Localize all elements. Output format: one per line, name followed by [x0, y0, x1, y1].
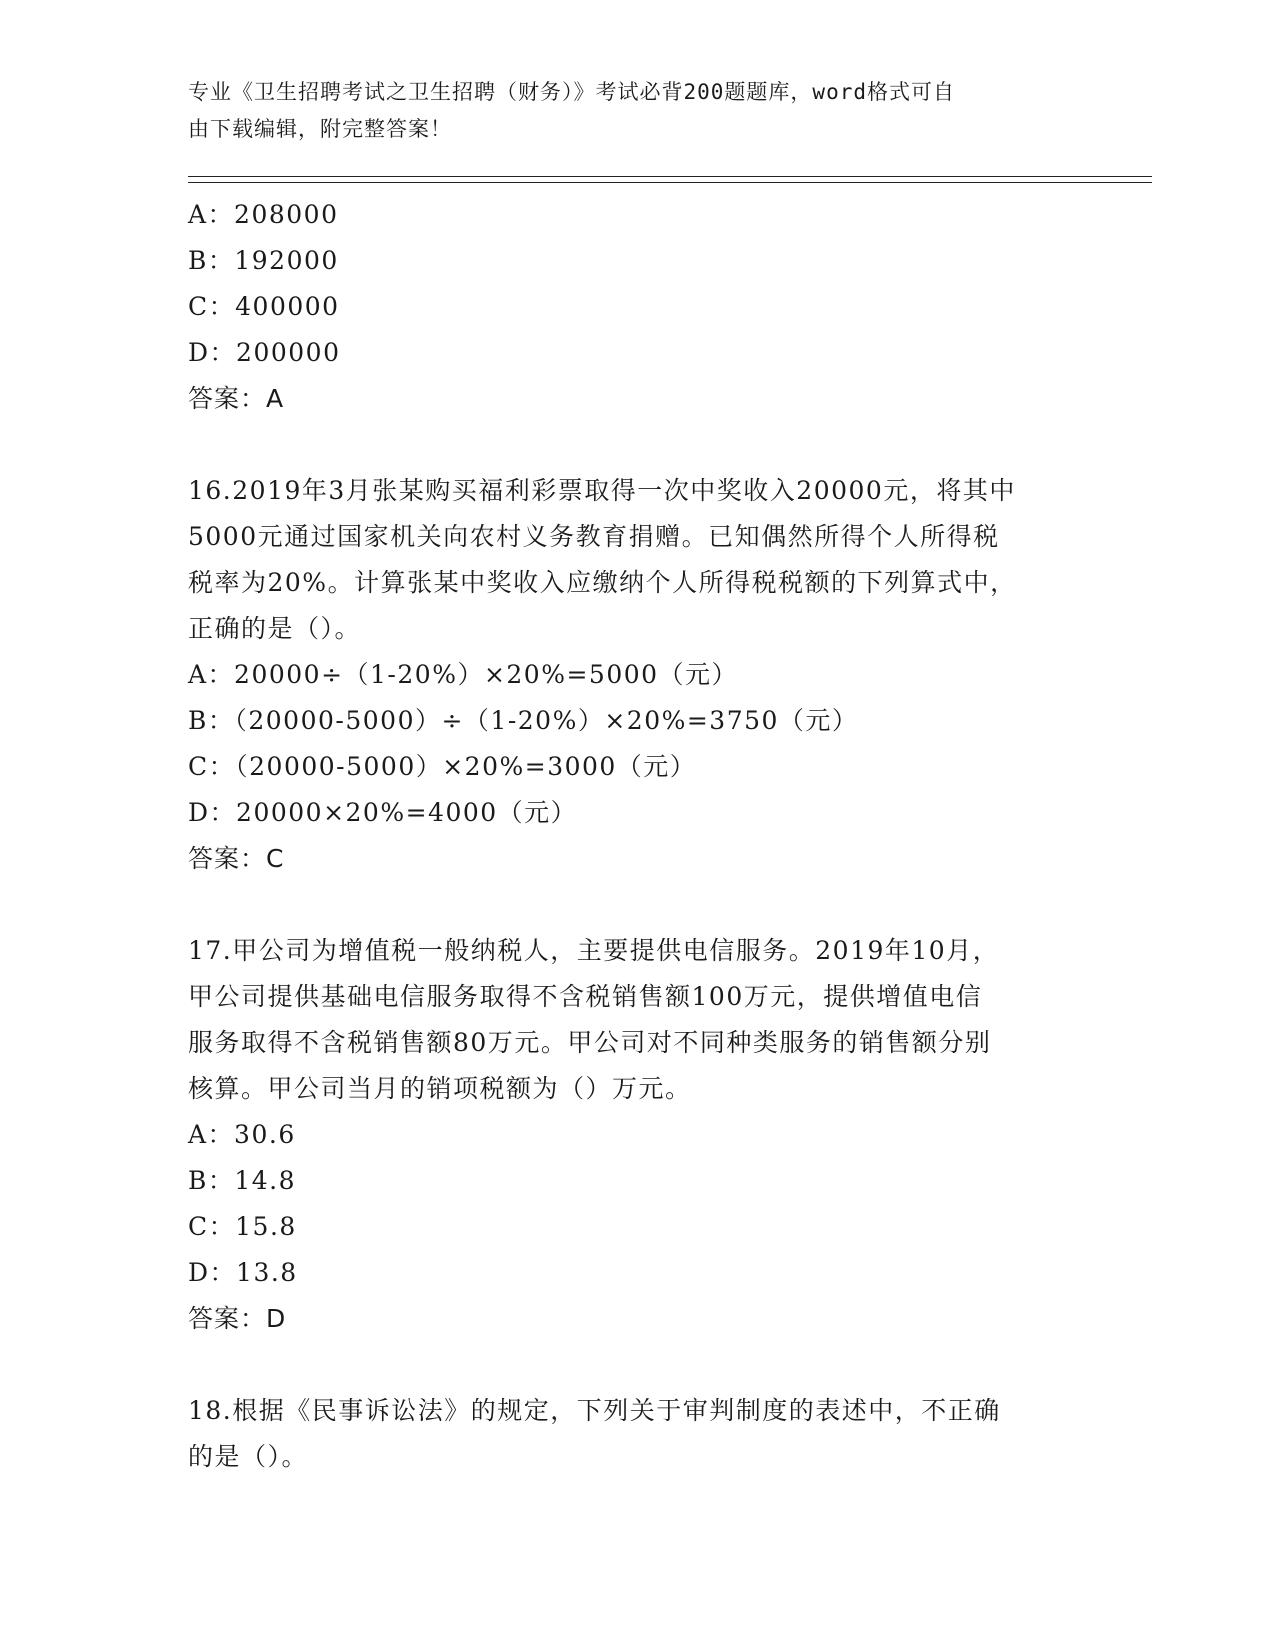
question-stem: 甲公司提供基础电信服务取得不含税销售额100万元，提供增值电信	[188, 982, 983, 1011]
header-line: 专业《卫生招聘考试之卫生招聘（财务）》考试必背200题题库，word格式可自	[188, 80, 955, 104]
answer-line: 答案：A	[188, 384, 285, 413]
answer-line: 答案：C	[188, 844, 285, 873]
answer-line: 答案：D	[188, 1304, 287, 1333]
option-b: B：（20000-5000）÷（1-20%）×20%=3750（元）	[188, 706, 859, 735]
question-stem: 的是（）。	[188, 1442, 309, 1471]
option-d: D：13.8	[188, 1258, 298, 1287]
question-18	[188, 1388, 1088, 1480]
option-a: A：20000÷（1-20%）×20%=5000（元）	[188, 660, 739, 689]
option-c: C：15.8	[188, 1212, 297, 1241]
page-header	[188, 74, 1068, 148]
header-divider	[188, 182, 1152, 183]
option-a: A：208000	[188, 200, 339, 229]
option-d: D：20000×20%=4000（元）	[188, 798, 578, 827]
option-a: A：30.6	[188, 1120, 296, 1149]
option-c: C：400000	[188, 292, 340, 321]
question-stem: 16.2019年3月张某购买福利彩票取得一次中奖收入20000元，将其中	[188, 476, 1016, 505]
option-d: D：200000	[188, 338, 341, 367]
question-17	[188, 928, 1088, 1342]
question-16	[188, 468, 1088, 882]
question-stem: 17.甲公司为增值税一般纳税人，主要提供电信服务。2019年10月，	[188, 936, 1000, 965]
question-stem: 税率为20%。计算张某中奖收入应缴纳个人所得税税额的下列算式中，	[188, 568, 1017, 597]
question-stem: 核算。甲公司当月的销项税额为（）万元。	[188, 1074, 692, 1103]
spacer	[188, 1342, 1088, 1388]
spacer	[188, 882, 1088, 928]
question-stem: 服务取得不含税销售额80万元。甲公司对不同种类服务的销售额分别	[188, 1028, 992, 1057]
question-stem: 18.根据《民事诉讼法》的规定，下列关于审判制度的表述中，不正确	[188, 1396, 1001, 1425]
header-divider	[188, 176, 1152, 177]
question-15	[188, 192, 1088, 422]
question-content	[188, 192, 1088, 1480]
option-b: B：14.8	[188, 1166, 297, 1195]
question-stem: 正确的是（）。	[188, 614, 362, 643]
option-c: C：（20000-5000）×20%=3000（元）	[188, 752, 697, 781]
option-b: B：192000	[188, 246, 339, 275]
header-line: 由下载编辑，附完整答案！	[188, 117, 452, 141]
question-stem: 5000元通过国家机关向农村义务教育捐赠。已知偶然所得个人所得税	[188, 522, 1000, 551]
spacer	[188, 422, 1088, 468]
